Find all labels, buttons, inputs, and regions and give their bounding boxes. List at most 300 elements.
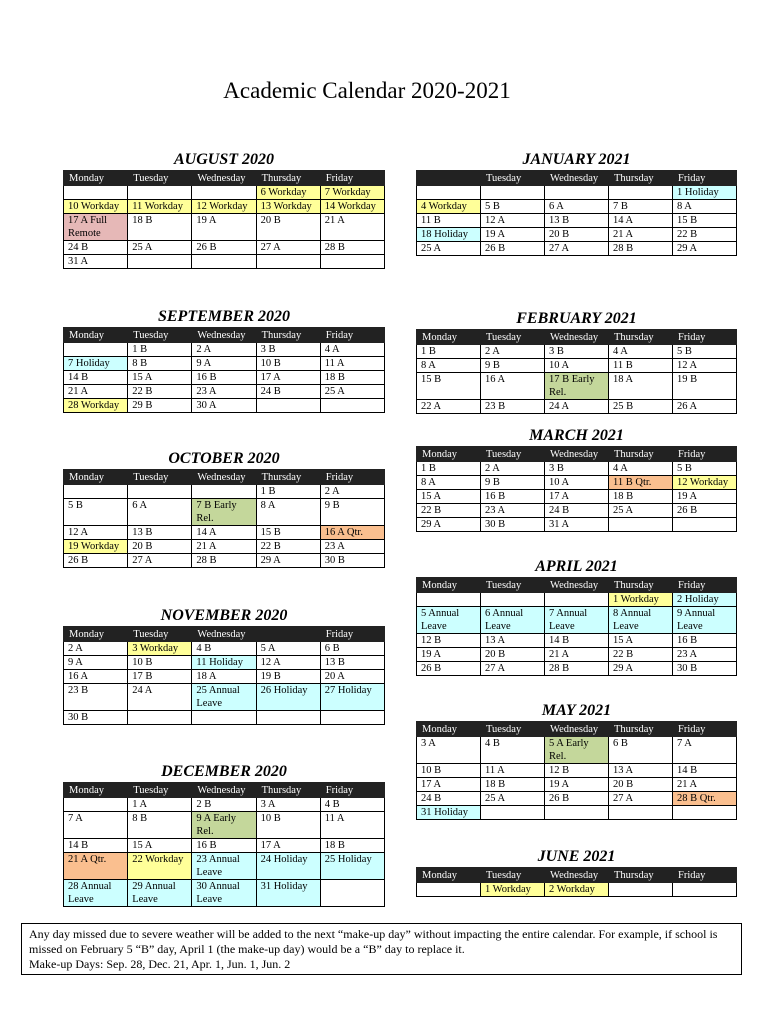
day-cell: 11 Holiday <box>192 656 256 670</box>
day-cell: 28 Workday <box>64 399 128 413</box>
day-cell <box>417 186 481 200</box>
week-row <box>64 343 385 357</box>
day-cell <box>192 255 256 269</box>
day-cell: 4 A <box>320 343 384 357</box>
day-cell: 11 B <box>609 359 673 373</box>
day-cell: 24 A <box>128 684 192 711</box>
day-cell: 14 B <box>64 371 128 385</box>
makeup-note <box>21 923 742 975</box>
month-title: NOVEMBER 2020 <box>160 607 288 624</box>
day-cell: 26 Holiday <box>256 684 320 711</box>
weekday-header: Friday <box>320 470 384 485</box>
weekday-header: Monday <box>417 447 481 462</box>
day-cell: 16 B <box>481 490 545 504</box>
day-cell <box>64 798 128 812</box>
day-cell: 19 A <box>545 778 609 792</box>
day-cell: 8 A <box>256 499 320 526</box>
month-january-2021 <box>416 151 737 256</box>
weekday-header: Wednesday <box>192 470 256 485</box>
weekday-header: Tuesday <box>481 447 545 462</box>
day-cell: 15 A <box>128 371 192 385</box>
weekday-header: Thursday <box>256 470 320 485</box>
weekday-header: Monday <box>417 578 481 593</box>
day-cell: 22 B <box>128 385 192 399</box>
day-cell: 26 A <box>673 400 737 414</box>
week-row <box>417 778 737 792</box>
weekday-header: Tuesday <box>128 470 192 485</box>
week-row <box>417 359 737 373</box>
day-cell: 1 Workday <box>609 593 673 607</box>
day-cell: 14 B <box>673 764 737 778</box>
day-cell: 29 Annual Leave <box>128 880 192 907</box>
day-cell: 23 B <box>64 684 128 711</box>
day-cell: 30 A <box>192 399 256 413</box>
month-grid <box>416 577 737 676</box>
day-cell: 27 Holiday <box>320 684 384 711</box>
day-cell: 17 B <box>128 670 192 684</box>
day-cell: 19 A <box>192 214 256 241</box>
weekday-header-row <box>64 171 385 186</box>
makeup-days-text: Make-up Days: Sep. 28, Dec. 21, Apr. 1, Jun. 1, Jun. 2 <box>29 957 291 971</box>
day-cell: 17 A <box>256 371 320 385</box>
week-row <box>417 648 737 662</box>
day-cell: 15 B <box>673 214 737 228</box>
day-cell: 26 B <box>192 241 256 255</box>
day-cell: 28 Annual Leave <box>64 880 128 907</box>
day-cell: 3 Workday <box>128 642 192 656</box>
day-cell: 18 B <box>320 839 384 853</box>
day-cell <box>609 518 673 532</box>
day-cell: 8 A <box>673 200 737 214</box>
weekday-header: Friday <box>673 171 737 186</box>
month-title: AUGUST 2020 <box>173 151 274 168</box>
weekday-header: Friday <box>320 328 384 343</box>
weekday-header: Wednesday <box>545 722 609 737</box>
weekday-header: Thursday <box>256 783 320 798</box>
weekday-header: Tuesday <box>481 171 545 186</box>
week-row <box>64 656 385 670</box>
week-row <box>417 737 737 764</box>
week-row <box>417 662 737 676</box>
month-grid <box>416 867 737 897</box>
day-cell: 7 Annual Leave <box>545 607 609 634</box>
day-cell: 2 A <box>320 485 384 499</box>
month-june-2021 <box>416 848 737 897</box>
weekday-header-row <box>64 627 385 642</box>
day-cell: 12 B <box>545 764 609 778</box>
day-cell: 21 A <box>64 385 128 399</box>
day-cell: 14 B <box>64 839 128 853</box>
day-cell: 22 B <box>256 540 320 554</box>
day-cell <box>545 593 609 607</box>
day-cell: 14 A <box>192 526 256 540</box>
week-row <box>417 593 737 607</box>
day-cell: 14 A <box>609 214 673 228</box>
day-cell: 19 Workday <box>64 540 128 554</box>
day-cell: 11 Workday <box>128 200 192 214</box>
day-cell: 18 B <box>320 371 384 385</box>
day-cell: 26 B <box>417 662 481 676</box>
day-cell: 30 B <box>320 554 384 568</box>
month-december-2020 <box>63 763 385 907</box>
day-cell: 20 B <box>481 648 545 662</box>
day-cell: 20 B <box>609 778 673 792</box>
weekday-header: Friday <box>320 627 384 642</box>
day-cell: 5 B <box>481 200 545 214</box>
month-title: JANUARY 2021 <box>522 151 631 168</box>
page-title: Academic Calendar 2020-2021 <box>223 78 511 103</box>
day-cell: 10 B <box>417 764 481 778</box>
week-row <box>64 812 385 839</box>
day-cell <box>64 343 128 357</box>
day-cell: 15 B <box>417 373 481 400</box>
month-grid <box>63 782 385 907</box>
day-cell <box>417 593 481 607</box>
day-cell: 4 B <box>320 798 384 812</box>
week-row <box>417 462 737 476</box>
day-cell <box>673 883 737 897</box>
week-row <box>417 806 737 820</box>
week-row <box>417 476 737 490</box>
day-cell: 22 B <box>417 504 481 518</box>
day-cell <box>545 806 609 820</box>
day-cell: 25 A <box>481 792 545 806</box>
month-grid <box>63 170 385 269</box>
day-cell: 30 B <box>64 711 128 725</box>
day-cell: 7 Holiday <box>64 357 128 371</box>
day-cell: 13 B <box>320 656 384 670</box>
day-cell: 3 B <box>545 345 609 359</box>
day-cell: 24 B <box>64 241 128 255</box>
day-cell: 6 B <box>609 737 673 764</box>
day-cell: 21 A <box>673 778 737 792</box>
day-cell: 27 A <box>545 242 609 256</box>
month-may-2021 <box>416 702 737 820</box>
month-march-2021 <box>416 427 737 532</box>
day-cell: 12 B <box>417 634 481 648</box>
week-row <box>64 200 385 214</box>
day-cell: 2 Workday <box>545 883 609 897</box>
day-cell: 23 A <box>673 648 737 662</box>
day-cell <box>64 485 128 499</box>
weekday-header: Friday <box>673 722 737 737</box>
month-title: JUNE 2021 <box>537 848 616 865</box>
weekday-header: Thursday <box>609 868 673 883</box>
weekday-header-row <box>417 171 737 186</box>
day-cell: 5 Annual Leave <box>417 607 481 634</box>
day-cell: 3 B <box>256 343 320 357</box>
day-cell: 19 B <box>256 670 320 684</box>
month-grid <box>416 721 737 820</box>
month-grid <box>416 170 737 256</box>
month-title: OCTOBER 2020 <box>168 450 280 467</box>
week-row <box>417 345 737 359</box>
month-title: DECEMBER 2020 <box>161 763 287 780</box>
day-cell: 29 A <box>609 662 673 676</box>
day-cell: 20 B <box>545 228 609 242</box>
day-cell: 22 A <box>417 400 481 414</box>
week-row <box>64 399 385 413</box>
day-cell: 3 B <box>545 462 609 476</box>
day-cell: 11 B <box>417 214 481 228</box>
day-cell: 23 A <box>192 385 256 399</box>
day-cell: 7 Workday <box>320 186 384 200</box>
day-cell: 27 A <box>609 792 673 806</box>
day-cell: 19 A <box>417 648 481 662</box>
day-cell: 3 A <box>417 737 481 764</box>
day-cell: 9 A Early Rel. <box>192 812 256 839</box>
weekday-header-row <box>417 722 737 737</box>
weekday-header: Monday <box>64 328 128 343</box>
day-cell: 28 B Qtr. <box>673 792 737 806</box>
day-cell <box>609 883 673 897</box>
day-cell: 30 Annual Leave <box>192 880 256 907</box>
week-row <box>64 255 385 269</box>
day-cell: 13 A <box>481 634 545 648</box>
day-cell: 21 A <box>192 540 256 554</box>
day-cell: 13 B <box>545 214 609 228</box>
weekday-header: Monday <box>64 627 128 642</box>
day-cell: 14 B <box>545 634 609 648</box>
day-cell: 7 B Early Rel. <box>192 499 256 526</box>
week-row <box>64 798 385 812</box>
day-cell: 24 B <box>256 385 320 399</box>
week-row <box>64 214 385 241</box>
weekday-header: Wednesday <box>192 328 256 343</box>
day-cell: 10 A <box>545 359 609 373</box>
day-cell <box>320 255 384 269</box>
day-cell: 9 Annual Leave <box>673 607 737 634</box>
day-cell: 15 B <box>256 526 320 540</box>
weekday-header: Tuesday <box>128 328 192 343</box>
day-cell: 2 A <box>64 642 128 656</box>
month-grid <box>416 446 737 532</box>
weekday-header: Friday <box>673 330 737 345</box>
day-cell: 7 A <box>673 737 737 764</box>
day-cell: 9 A <box>192 357 256 371</box>
day-cell: 15 A <box>609 634 673 648</box>
day-cell: 24 B <box>417 792 481 806</box>
day-cell <box>417 883 481 897</box>
day-cell: 24 B <box>545 504 609 518</box>
month-title: FEBRUARY 2021 <box>516 310 637 327</box>
weekday-header: Monday <box>417 868 481 883</box>
day-cell: 10 Workday <box>64 200 128 214</box>
day-cell: 23 A <box>320 540 384 554</box>
day-cell <box>128 711 192 725</box>
weekday-header: Tuesday <box>481 722 545 737</box>
day-cell: 19 A <box>481 228 545 242</box>
day-cell: 2 Holiday <box>673 593 737 607</box>
day-cell: 8 A <box>417 476 481 490</box>
day-cell: 13 B <box>128 526 192 540</box>
weekday-header: Tuesday <box>481 868 545 883</box>
day-cell <box>128 255 192 269</box>
day-cell: 6 A <box>545 200 609 214</box>
day-cell: 10 B <box>256 812 320 839</box>
day-cell: 2 A <box>481 345 545 359</box>
weekday-header-row <box>417 330 737 345</box>
day-cell: 18 A <box>192 670 256 684</box>
weekday-header: Friday <box>320 171 384 186</box>
week-row <box>417 764 737 778</box>
day-cell: 25 A <box>609 504 673 518</box>
day-cell: 13 Workday <box>256 200 320 214</box>
month-november-2020 <box>63 607 385 725</box>
day-cell: 9 A <box>64 656 128 670</box>
day-cell: 29 A <box>256 554 320 568</box>
day-cell: 7 A <box>64 812 128 839</box>
day-cell: 31 Holiday <box>417 806 481 820</box>
day-cell: 3 A <box>256 798 320 812</box>
weekday-header: Tuesday <box>481 578 545 593</box>
day-cell: 6 Annual Leave <box>481 607 545 634</box>
day-cell: 21 A Qtr. <box>64 853 128 880</box>
weekday-header: Thursday <box>609 722 673 737</box>
note-text: Any day missed due to severe weather will be added to the next “make-up day” without impacting the entire calendar. For example, if school is missed on February 5 “B” day, April 1 (the make-up day) would be a “B” day to replace it. <box>29 927 718 956</box>
day-cell: 4 B <box>481 737 545 764</box>
weekday-header: Monday <box>64 171 128 186</box>
day-cell: 28 B <box>192 554 256 568</box>
weekday-header: Thursday <box>609 171 673 186</box>
day-cell: 1 Holiday <box>673 186 737 200</box>
day-cell: 5 B <box>673 345 737 359</box>
day-cell: 19 B <box>673 373 737 400</box>
weekday-header: Wednesday <box>545 330 609 345</box>
weekday-header: Wednesday <box>192 627 256 642</box>
day-cell <box>64 186 128 200</box>
day-cell <box>192 186 256 200</box>
day-cell: 18 B <box>609 490 673 504</box>
weekday-header: Friday <box>673 447 737 462</box>
day-cell: 22 B <box>609 648 673 662</box>
day-cell: 25 Holiday <box>320 853 384 880</box>
month-grid <box>63 626 385 725</box>
day-cell <box>609 806 673 820</box>
week-row <box>64 642 385 656</box>
day-cell: 6 B <box>320 642 384 656</box>
day-cell: 18 B <box>128 214 192 241</box>
month-grid <box>63 469 385 568</box>
day-cell: 12 A <box>64 526 128 540</box>
week-row <box>417 883 737 897</box>
week-row <box>64 853 385 880</box>
day-cell: 27 A <box>128 554 192 568</box>
day-cell: 20 B <box>256 214 320 241</box>
weekday-header: Wednesday <box>192 171 256 186</box>
day-cell: 16 B <box>192 839 256 853</box>
day-cell: 31 A <box>64 255 128 269</box>
week-row <box>64 880 385 907</box>
day-cell: 25 Annual Leave <box>192 684 256 711</box>
day-cell: 24 A <box>545 400 609 414</box>
day-cell <box>256 711 320 725</box>
day-cell: 1 A <box>128 798 192 812</box>
day-cell: 12 Workday <box>192 200 256 214</box>
day-cell: 21 A <box>545 648 609 662</box>
day-cell <box>481 806 545 820</box>
weekday-header: Monday <box>64 783 128 798</box>
day-cell: 20 B <box>128 540 192 554</box>
week-row <box>64 540 385 554</box>
day-cell <box>320 880 384 907</box>
week-row <box>417 214 737 228</box>
week-row <box>64 186 385 200</box>
day-cell: 5 B <box>673 462 737 476</box>
day-cell: 10 B <box>128 656 192 670</box>
day-cell: 26 B <box>64 554 128 568</box>
day-cell: 18 A <box>609 373 673 400</box>
day-cell: 2 B <box>192 798 256 812</box>
day-cell: 9 B <box>481 359 545 373</box>
day-cell <box>192 711 256 725</box>
week-row <box>64 485 385 499</box>
week-row <box>64 371 385 385</box>
day-cell: 2 A <box>481 462 545 476</box>
week-row <box>417 228 737 242</box>
day-cell: 31 A <box>545 518 609 532</box>
week-row <box>417 200 737 214</box>
day-cell: 29 A <box>673 242 737 256</box>
day-cell: 27 A <box>481 662 545 676</box>
month-october-2020 <box>63 450 385 568</box>
day-cell: 25 B <box>609 400 673 414</box>
day-cell <box>320 711 384 725</box>
weekday-header: Monday <box>417 722 481 737</box>
weekday-header: Tuesday <box>128 171 192 186</box>
day-cell: 23 A <box>481 504 545 518</box>
day-cell: 10 B <box>256 357 320 371</box>
day-cell: 23 Annual Leave <box>192 853 256 880</box>
day-cell: 1 B <box>256 485 320 499</box>
day-cell <box>481 593 545 607</box>
day-cell: 8 A <box>417 359 481 373</box>
day-cell: 11 A <box>481 764 545 778</box>
weekday-header: Friday <box>320 783 384 798</box>
day-cell: 23 B <box>481 400 545 414</box>
weekday-header: Thursday <box>256 171 320 186</box>
weekday-header-row <box>64 783 385 798</box>
month-title: APRIL 2021 <box>535 558 618 575</box>
day-cell: 31 Holiday <box>256 880 320 907</box>
week-row <box>64 554 385 568</box>
day-cell: 8 B <box>128 357 192 371</box>
day-cell: 26 B <box>673 504 737 518</box>
day-cell: 29 B <box>128 399 192 413</box>
day-cell: 26 B <box>545 792 609 806</box>
day-cell <box>673 518 737 532</box>
day-cell: 1 Workday <box>481 883 545 897</box>
day-cell: 2 A <box>192 343 256 357</box>
weekday-header: Friday <box>673 578 737 593</box>
weekday-header: Tuesday <box>481 330 545 345</box>
day-cell: 11 A <box>320 357 384 371</box>
day-cell: 25 A <box>320 385 384 399</box>
day-cell: 5 A <box>256 642 320 656</box>
weekday-header-row <box>417 578 737 593</box>
day-cell: 17 A <box>545 490 609 504</box>
weekday-header <box>417 171 481 186</box>
week-row <box>417 504 737 518</box>
day-cell: 28 B <box>320 241 384 255</box>
day-cell: 22 B <box>673 228 737 242</box>
weekday-header: Wednesday <box>545 868 609 883</box>
day-cell: 30 B <box>481 518 545 532</box>
day-cell <box>128 485 192 499</box>
week-row <box>64 357 385 371</box>
day-cell <box>481 186 545 200</box>
month-title: SEPTEMBER 2020 <box>157 308 291 325</box>
